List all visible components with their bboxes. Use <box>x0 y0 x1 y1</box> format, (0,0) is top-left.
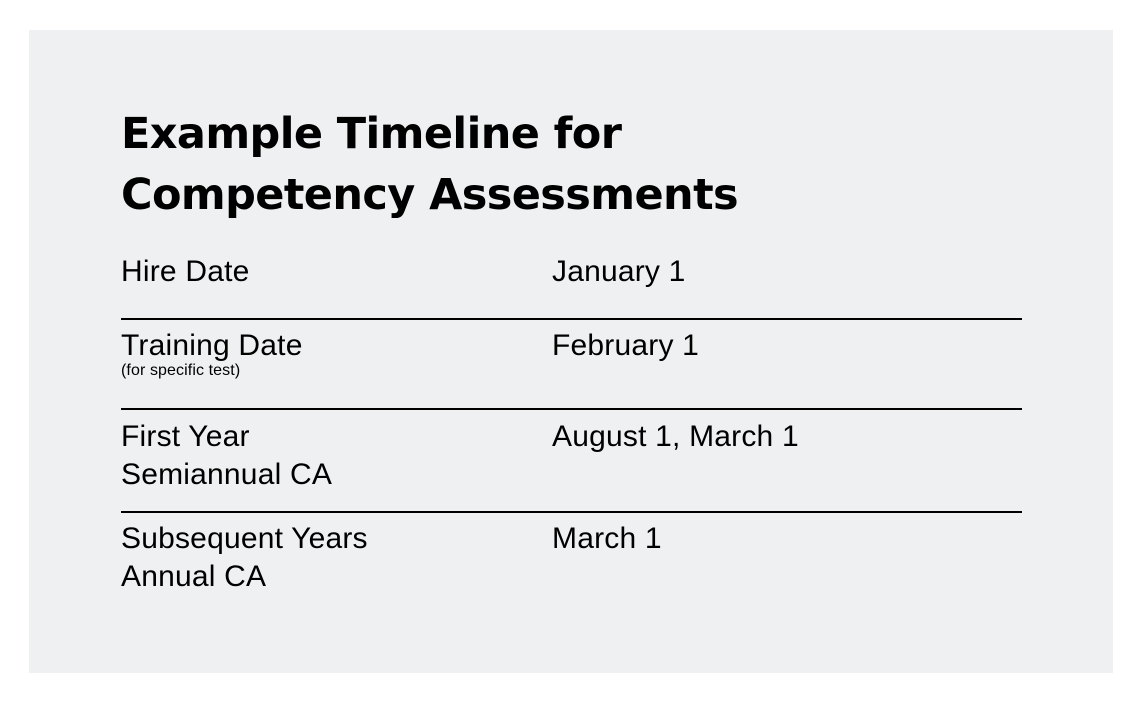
row-divider <box>121 511 1022 513</box>
row-label-line: Annual CA <box>121 560 267 593</box>
row-value: March 1 <box>552 522 662 555</box>
title-line-1: Example Timeline for <box>121 109 622 159</box>
row-label-line: Subsequent Years <box>121 522 368 555</box>
row-label-line: Training Date <box>121 329 303 362</box>
timeline-card <box>29 30 1113 673</box>
row-value: January 1 <box>552 255 686 288</box>
row-divider <box>121 318 1022 320</box>
row-label-note: (for specific test) <box>121 362 241 379</box>
row-value: August 1, March 1 <box>552 420 799 453</box>
title-line-2: Competency Assessments <box>121 170 739 220</box>
page-title <box>121 104 738 226</box>
row-value: February 1 <box>552 329 700 362</box>
row-label <box>121 327 303 379</box>
row-label <box>121 418 332 494</box>
row-label-line: Semiannual CA <box>121 458 333 491</box>
row-label-line: First Year <box>121 420 250 453</box>
row-label-line: Hire Date <box>121 255 250 288</box>
row-divider <box>121 408 1022 410</box>
row-label <box>121 253 250 291</box>
row-label <box>121 520 368 596</box>
